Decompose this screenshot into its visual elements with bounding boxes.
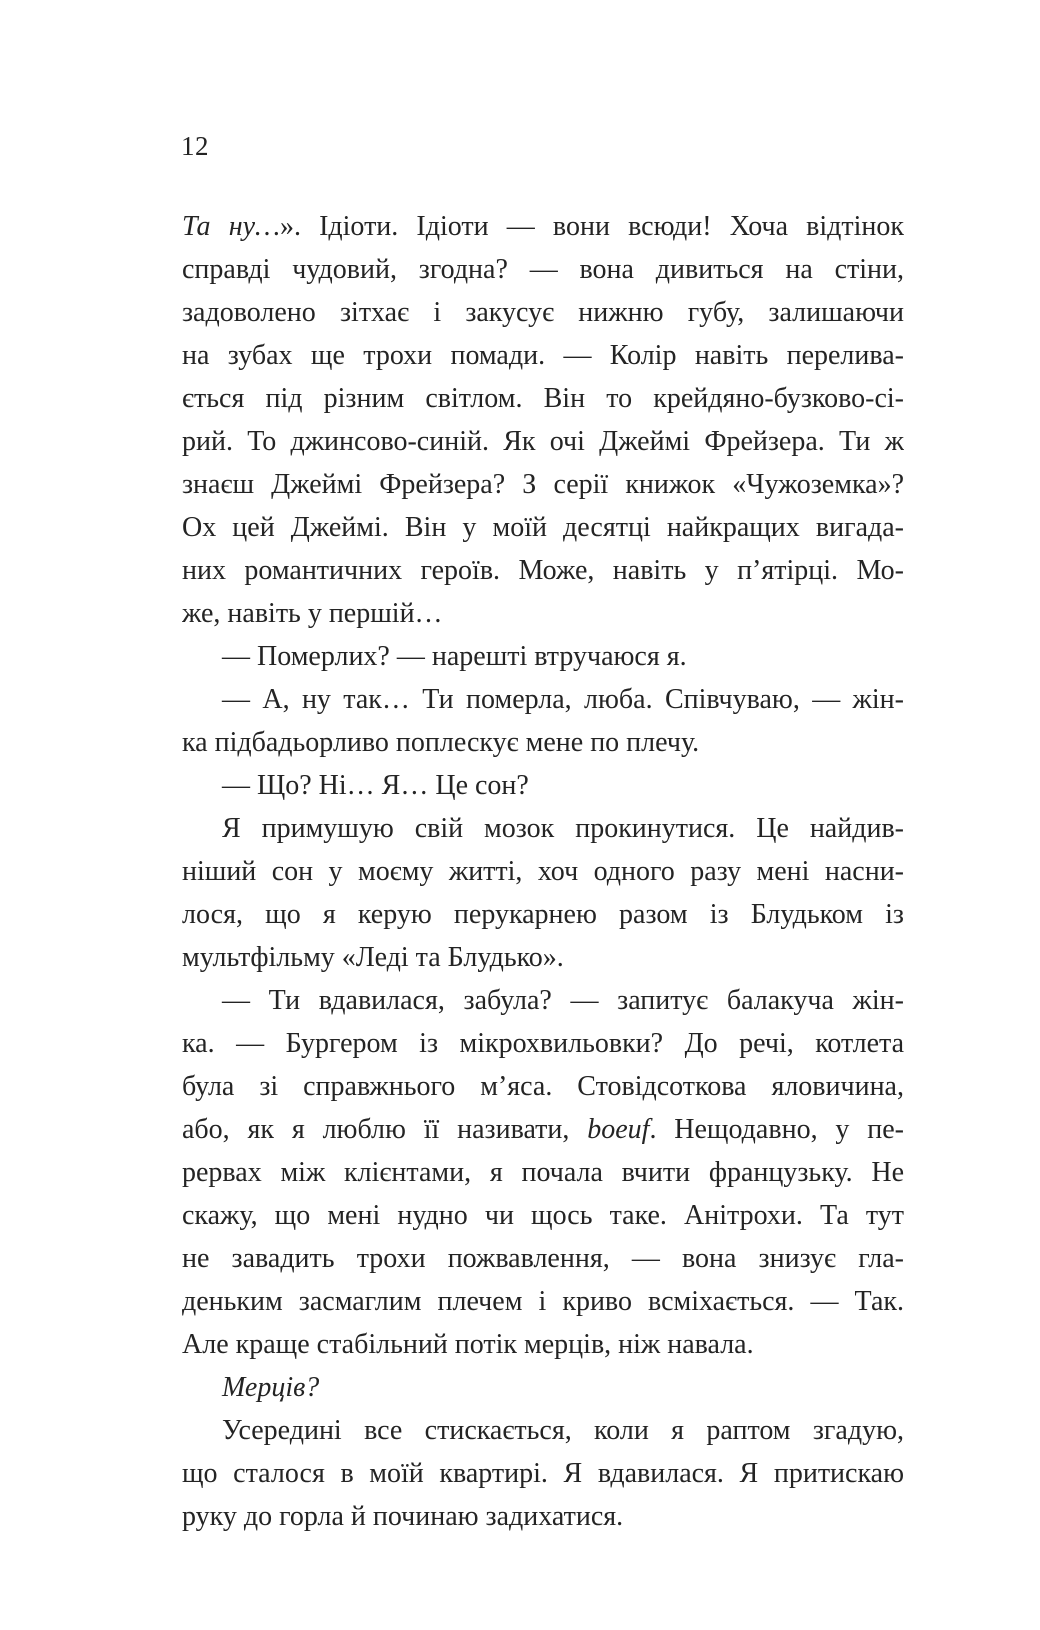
text-line: Усередині все стискається, коли я раптом згадую, [222,1415,904,1446]
paragraph [182,635,904,678]
text-line: ка. — Бургером із мікрохвильовки? До речі, котлета [182,1028,904,1059]
text-line: деньким засмаглим плечем і криво всміхається. — Так. [182,1286,904,1317]
text-line: що сталося в моїй квартирі. Я вдавилася. Я притискаю [182,1458,904,1489]
text-line: — А, ну так… Ти померла, люба. Співчуваю, — жін- [222,684,904,715]
text-line: на зубах ще трохи помади. — Колір навіть перелива- [182,340,904,371]
text-line: знаєш Джеймі Фрейзера? З серії книжок «Чужоземка»? [182,469,904,500]
italic-text: boeuf [587,1114,650,1145]
text-line: ється під різним світлом. Він то крейдяно-бузково-сі- [182,383,904,414]
text-line: була зі справжнього м’яса. Стовідсоткова яловичина, [182,1071,904,1102]
text-line: лося, що я керую перукарнею разом із Блудьком із [182,899,904,930]
paragraph [182,1366,904,1409]
paragraph [182,764,904,807]
text-line: справді чудовий, згодна? — вона дивиться на стіни, [182,254,904,285]
text-line: — Ти вдавилася, забула? — запитує балакуча жін- [222,985,904,1016]
paragraph [182,1409,904,1538]
text-line: Та ну…». Ідіоти. Ідіоти — вони всюди! Хоча відтінок [182,211,904,242]
text-line: Я примушую свій мозок прокинутися. Це найдив- [222,813,904,844]
italic-text: Мерців? [222,1372,320,1403]
text-line: ніший сон у моєму житті, хоч одного разу мені насни- [182,856,904,887]
text-line: або, як я люблю її називати, boeuf. Нещодавно, у пе- [182,1114,904,1145]
text-line: руку до горла й починаю задихатися. [182,1501,624,1532]
text-line: не завадить трохи пожвавлення, — вона знизує гла- [182,1243,904,1274]
text-line: — Померлих? — нарешті втручаюся я. [222,641,687,672]
body-text [182,205,904,1538]
text-line: рий. То джинсово-синій. Як очі Джеймі Фрейзера. Ти ж [182,426,904,457]
paragraph [182,807,904,979]
text-line: — Що? Ні… Я… Це сон? [222,770,529,801]
page-number: 12 [181,131,209,161]
text-line: Але краще стабільний потік мерців, ніж навала. [182,1329,754,1360]
italic-text: Та ну… [182,211,280,242]
text-line: них романтичних героїв. Може, навіть у п’ятірці. Мо- [182,555,904,586]
paragraph [182,678,904,764]
text-line: же, навіть у першій… [182,598,443,629]
paragraph [182,205,904,635]
paragraph [182,979,904,1366]
text-line: мультфільму «Леді та Блудько». [182,942,564,973]
text-line [182,1366,904,1409]
text-line: задоволено зітхає і закусує нижню губу, залишаючи [182,297,904,328]
text-line: Ох цей Джеймі. Він у моїй десятці найкращих вигада- [182,512,904,543]
text-line: рервах між клієнтами, я почала вчити французьку. Не [182,1157,904,1188]
text-line: ка підбадьорливо поплескує мене по плечу. [182,727,700,758]
text-line: скажу, що мені нудно чи щось таке. Анітрохи. Та тут [182,1200,904,1231]
